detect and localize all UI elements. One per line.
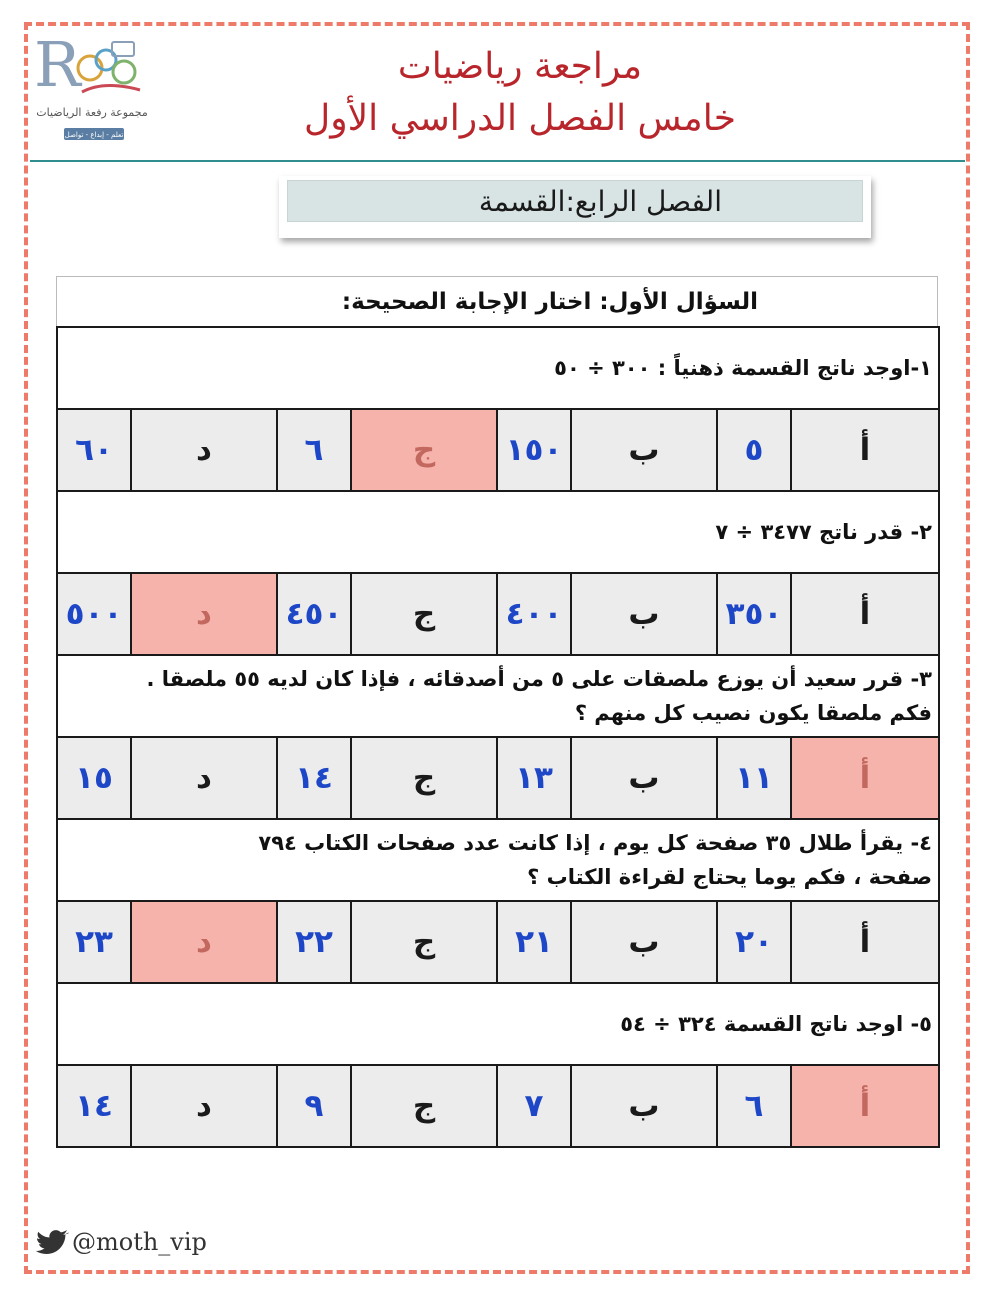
header-divider: [30, 160, 965, 162]
option-letter[interactable]: أ: [791, 901, 939, 983]
option-letter[interactable]: أ: [791, 573, 939, 655]
question-row: [57, 655, 939, 737]
option-value[interactable]: ١١: [717, 737, 791, 819]
option-value[interactable]: ٢٢: [277, 901, 351, 983]
option-value[interactable]: ٧: [497, 1065, 571, 1147]
option-letter[interactable]: ج: [351, 1065, 497, 1147]
question-row: [57, 491, 939, 573]
page-subtitle: خامس الفصل الدراسي الأول: [304, 98, 736, 139]
option-value[interactable]: ١٣: [497, 737, 571, 819]
question-line-2: فكم ملصقا يكون نصيب كل منهم ؟: [574, 701, 932, 725]
option-value[interactable]: ٦٠: [57, 409, 131, 491]
option-value[interactable]: ١٤: [277, 737, 351, 819]
option-letter[interactable]: ج: [351, 409, 497, 491]
question-text: [57, 819, 939, 901]
option-value[interactable]: ٦: [717, 1065, 791, 1147]
answer-row: [57, 737, 939, 819]
option-value[interactable]: ٩: [277, 1065, 351, 1147]
option-letter[interactable]: أ: [791, 1065, 939, 1147]
option-letter[interactable]: ب: [571, 901, 717, 983]
svg-text:R: R: [34, 30, 81, 101]
question-text: [57, 655, 939, 737]
logo-text: مجموعة رفعة الرياضيات: [36, 106, 148, 119]
option-letter[interactable]: ج: [351, 901, 497, 983]
option-letter[interactable]: ب: [571, 409, 717, 491]
option-value[interactable]: ٢٠: [717, 901, 791, 983]
question-line: ١-اوجد ناتج القسمة ذهنياً : ٣٠٠ ÷ ٥٠: [554, 356, 932, 380]
option-value[interactable]: ١٥: [57, 737, 131, 819]
twitter-handle: @moth_vip: [72, 1228, 207, 1256]
question-text: [57, 327, 939, 409]
option-value[interactable]: ٢١: [497, 901, 571, 983]
logo-tagline: تعلم - إبداع - تواصل: [64, 131, 124, 139]
option-value[interactable]: ١٤: [57, 1065, 131, 1147]
question-text: [57, 491, 939, 573]
chapter-label: الفصل الرابع:القسمة: [287, 180, 863, 222]
option-letter[interactable]: د: [131, 737, 277, 819]
answer-row: [57, 409, 939, 491]
option-letter[interactable]: ب: [571, 1065, 717, 1147]
option-letter[interactable]: أ: [791, 737, 939, 819]
math-group-logo: [28, 30, 154, 154]
option-value[interactable]: ٥٠٠: [57, 573, 131, 655]
option-letter[interactable]: أ: [791, 409, 939, 491]
option-letter[interactable]: ب: [571, 737, 717, 819]
option-value[interactable]: ٤٠٠: [497, 573, 571, 655]
question-line-2: صفحة ، فكم يوما يحتاج لقراءة الكتاب ؟: [527, 865, 932, 889]
question-row: [57, 983, 939, 1065]
question-line-1: ٤- يقرأ طلال ٣٥ صفحة كل يوم ، إذا كانت عدد صفحات الكتاب ٧٩٤: [258, 831, 932, 855]
option-letter[interactable]: ج: [351, 737, 497, 819]
option-letter[interactable]: د: [131, 409, 277, 491]
option-letter[interactable]: د: [131, 901, 277, 983]
option-letter[interactable]: د: [131, 1065, 277, 1147]
page-title: مراجعة رياضيات: [397, 46, 643, 87]
answer-row: [57, 901, 939, 983]
question-line: ٢- قدر ناتج ٣٤٧٧ ÷ ٧: [715, 520, 932, 544]
section-heading: السؤال الأول: اختار الإجابة الصحيحة:: [341, 289, 758, 315]
option-value[interactable]: ١٥٠: [497, 409, 571, 491]
twitter-bird-icon: [36, 1229, 70, 1259]
option-value[interactable]: ٦: [277, 409, 351, 491]
question-text: [57, 983, 939, 1065]
question-line-1: ٣- قرر سعيد أن يوزع ملصقات على ٥ من أصدقائه ، فإذا كان لديه ٥٥ ملصقا .: [146, 667, 932, 691]
question-row: [57, 327, 939, 409]
answer-row: [57, 573, 939, 655]
option-letter[interactable]: د: [131, 573, 277, 655]
option-value[interactable]: ٢٣: [57, 901, 131, 983]
option-value[interactable]: ٥: [717, 409, 791, 491]
option-value[interactable]: ٤٥٠: [277, 573, 351, 655]
option-letter[interactable]: ب: [571, 573, 717, 655]
option-value[interactable]: ٣٥٠: [717, 573, 791, 655]
question-line: ٥- اوجد ناتج القسمة ٣٢٤ ÷ ٥٤: [620, 1012, 932, 1036]
questions-table: [56, 326, 940, 1148]
answer-row: [57, 1065, 939, 1147]
question-row: [57, 819, 939, 901]
option-letter[interactable]: ج: [351, 573, 497, 655]
